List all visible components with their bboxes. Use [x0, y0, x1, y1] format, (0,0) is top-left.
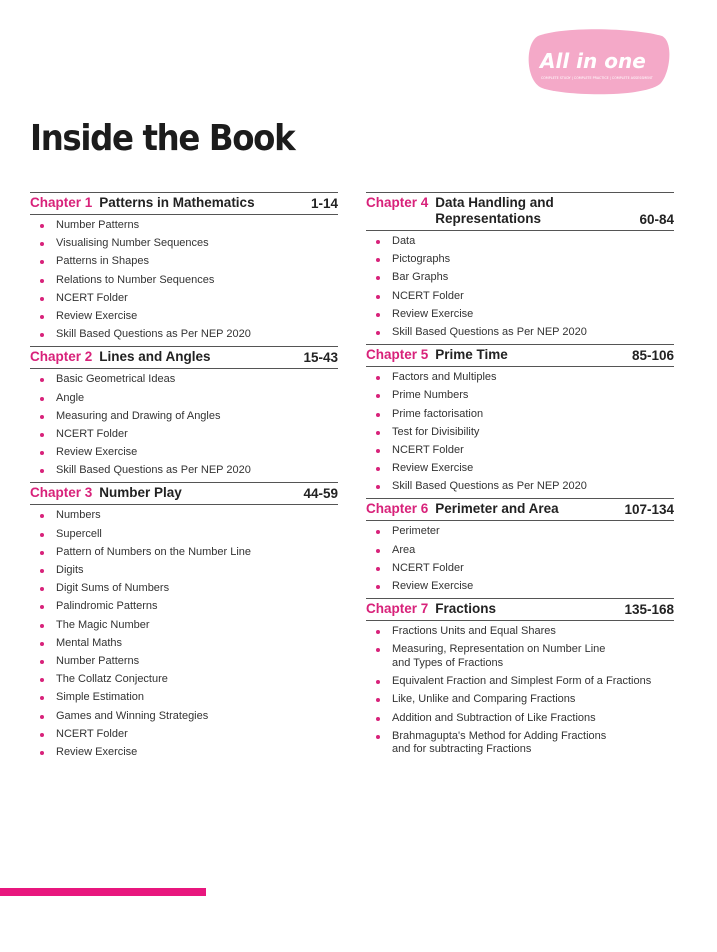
brand-logo — [524, 26, 672, 98]
topic-item: The Collatz Conjecture — [30, 673, 338, 687]
topic-item: Digits — [30, 564, 338, 578]
topic-item: Pictographs — [366, 253, 674, 267]
topic-item: NCERT Folder — [366, 290, 674, 304]
topic-list — [30, 373, 338, 478]
chapter-pages: 85-106 — [631, 348, 674, 364]
topic-item: Review Exercise — [30, 310, 338, 324]
topic-item: Measuring and Drawing of Angles — [30, 410, 338, 424]
brand-name: All in one — [540, 49, 646, 73]
topic-item: Simple Estimation — [30, 691, 338, 705]
chapter-5 — [366, 344, 674, 494]
chapter-number: Chapter 5 — [366, 347, 429, 363]
chapter-header — [30, 192, 338, 215]
chapter-header — [366, 192, 674, 231]
topic-item: Numbers — [30, 509, 338, 523]
chapter-number: Chapter 7 — [366, 601, 429, 617]
topic-line: Fractions Units and Equal Shares — [392, 625, 556, 638]
topic-item: Test for Divisibility — [366, 426, 674, 440]
topic-item: Prime Numbers — [366, 389, 674, 403]
topic-item: NCERT Folder — [366, 562, 674, 576]
chapter-pages: 107-134 — [624, 502, 674, 518]
topic-item: Games and Winning Strategies — [30, 710, 338, 724]
chapter-title — [435, 195, 554, 227]
chapter-title: Prime Time — [435, 347, 508, 363]
topic-item: Visualising Number Sequences — [30, 237, 338, 251]
topic-item: NCERT Folder — [30, 292, 338, 306]
chapter-title: Lines and Angles — [99, 349, 211, 365]
topic-item: Relations to Number Sequences — [30, 274, 338, 288]
chapter-7 — [366, 598, 674, 757]
topic-line: and for subtracting Fractions — [392, 743, 532, 756]
chapter-6 — [366, 498, 674, 593]
topic-item — [366, 643, 674, 670]
toc-left-column — [30, 192, 338, 764]
topic-item: NCERT Folder — [30, 428, 338, 442]
chapter-title: Number Play — [99, 485, 182, 501]
chapter-1 — [30, 192, 338, 342]
topic-list — [366, 371, 674, 494]
brand-tagline: COMPLETE STUDY | COMPLETE PRACTICE | COMPLETE ASSESSMENT — [541, 76, 653, 80]
topic-item: Basic Geometrical Ideas — [30, 373, 338, 387]
topic-item: Review Exercise — [30, 446, 338, 460]
topic-item: Prime factorisation — [366, 408, 674, 422]
topic-line: Measuring, Representation on Number Line — [392, 643, 606, 656]
chapter-number: Chapter 4 — [366, 195, 429, 210]
chapter-pages: 15-43 — [303, 350, 338, 366]
chapter-header — [30, 482, 338, 505]
topic-item: Number Patterns — [30, 219, 338, 233]
topic-item: Area — [366, 544, 674, 558]
chapter-title: Patterns in Mathematics — [99, 195, 255, 210]
topic-item: NCERT Folder — [366, 444, 674, 458]
topic-list — [366, 625, 674, 757]
topic-line: Addition and Subtraction of Like Fractions — [392, 711, 596, 724]
topic-item — [366, 712, 674, 726]
topic-list — [366, 525, 674, 593]
chapter-number: Chapter 1 — [30, 195, 93, 210]
topic-item: Skill Based Questions as Per NEP 2020 — [30, 464, 338, 478]
chapter-header — [30, 346, 338, 369]
topic-item — [366, 693, 674, 707]
topic-item — [366, 730, 674, 757]
topic-item: Skill Based Questions as Per NEP 2020 — [366, 480, 674, 494]
chapter-title: Perimeter and Area — [435, 501, 559, 517]
topic-item: NCERT Folder — [30, 728, 338, 742]
topic-item — [366, 675, 674, 689]
topic-item: Bar Graphs — [366, 271, 674, 285]
toc-right-column — [366, 192, 674, 762]
chapter-header — [366, 344, 674, 367]
chapter-4 — [366, 192, 674, 340]
chapter-title-line: Data Handling and — [435, 195, 554, 210]
chapter-pages: 60-84 — [639, 212, 674, 227]
topic-item: Factors and Multiples — [366, 371, 674, 385]
chapter-3 — [30, 482, 338, 759]
topic-item: Skill Based Questions as Per NEP 2020 — [366, 326, 674, 340]
topic-line: and Types of Fractions — [392, 656, 504, 669]
topic-item: Data — [366, 235, 674, 249]
topic-line: Equivalent Fraction and Simplest Form of a Fractions — [392, 675, 652, 688]
topic-item: Mental Maths — [30, 637, 338, 651]
topic-list — [30, 509, 338, 759]
topic-line: Like, Unlike and Comparing Fractions — [392, 693, 576, 706]
topic-item: The Magic Number — [30, 619, 338, 633]
chapter-header — [366, 598, 674, 621]
chapter-title-line: Representations — [435, 211, 542, 226]
chapter-header — [366, 498, 674, 521]
chapter-2 — [30, 346, 338, 478]
topic-item: Number Patterns — [30, 655, 338, 669]
chapter-pages: 135-168 — [624, 602, 674, 618]
chapter-number: Chapter 2 — [30, 349, 93, 365]
chapter-number: Chapter 3 — [30, 485, 93, 501]
topic-item: Review Exercise — [366, 580, 674, 594]
topic-item: Review Exercise — [366, 462, 674, 476]
topic-list — [366, 235, 674, 340]
topic-item: Perimeter — [366, 525, 674, 539]
chapter-pages: 44-59 — [303, 486, 338, 502]
topic-item: Skill Based Questions as Per NEP 2020 — [30, 328, 338, 342]
topic-item: Pattern of Numbers on the Number Line — [30, 546, 338, 560]
page-title: Inside the Book — [30, 118, 295, 159]
chapter-number: Chapter 6 — [366, 501, 429, 517]
topic-item: Patterns in Shapes — [30, 255, 338, 269]
topic-item: Palindromic Patterns — [30, 600, 338, 614]
chapter-pages: 1-14 — [310, 196, 338, 211]
topic-list — [30, 219, 338, 342]
topic-item: Review Exercise — [30, 746, 338, 760]
chapter-title: Fractions — [435, 601, 497, 617]
topic-item: Supercell — [30, 528, 338, 542]
topic-item — [366, 625, 674, 639]
topic-item: Angle — [30, 392, 338, 406]
accent-bar — [0, 888, 206, 896]
topic-item: Review Exercise — [366, 308, 674, 322]
topic-line: Brahmagupta's Method for Adding Fractions — [392, 729, 607, 742]
topic-item: Digit Sums of Numbers — [30, 582, 338, 596]
